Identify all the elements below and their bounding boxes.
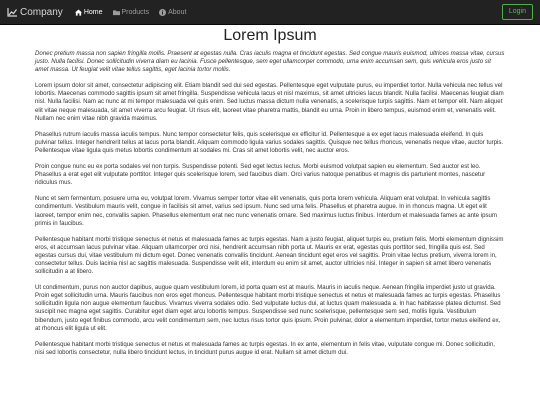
nav-item-products[interactable]: [113, 9, 150, 16]
brand-link[interactable]: [7, 7, 63, 18]
page-title: Lorem Ipsum: [223, 27, 317, 44]
paragraph-5: Pellentesque habitant morbi tristique senectus et netus et malesuada fames ac turpis egestas. Nam a justo feugiat, aliquet turpis eu, pretium felis. Morbi elementum dignissim eros, et accumsan lacus pulvinar vitae. Aliquam ullamcorper orci nisi, hendrerit accumsan nibh porta ut. Mauris ex erat, egestas quis porttitor sed, fringilla quis est. Sed egestas cursus dui, vitae vestibulum mi dictum eget. Donec venenatis convallis tincidunt. Aenean tincidunt eget eros vel sagittis. Proin vitae lectus pretium, viverra lorem in, consectetur tellus. Duis lacinia nisl ac sagittis malesuada. Suspendisse velit elit, interdum eu enim sit amet, auctor ultricies nisi. Integer in sapien sit amet libero venenatis sollicitudin a at libero.: [35, 235, 504, 276]
paragraph-2: Phasellus rutrum iaculis massa iaculis tempus. Nunc tempor consectetur felis, quis scelerisque ex efficitur id. Pellentesque a ex eget lacus malesuada eleifend. In quis pulvinar tellus. Integer hendrerit tellus at lacus porta blandit. Aliquam commodo ligula varius sodales sagittis. Quisque nec tellus rhoncus, venenatis neque vitae, auctor turpis. Pellentesque vitae ligula quis metus lobortis condimentum at sodales mi. Cras sit amet lobortis velit, nec auctor eros.: [35, 130, 504, 154]
home-icon: [75, 9, 82, 16]
nav-item-about-label: About: [168, 8, 187, 16]
nav-item-home-label: Home: [83, 8, 103, 16]
lead-paragraph: Donec pretium massa non sapien fringilla mollis. Praesent at egestas nulla. Cras iaculis magna et tincidunt egestas. Sed congue mauris euismod, ultrices massa vitae, cursus justo. Nulla facilisi. Donec sollicitudin viverra diam eu lacinia. Fusce pellentesque, sem eget ullamcorper commodo, urna enim accumsan sem, quis vehicula eros justo sit amet massa. Ut feugiat velit vitae tellus sagittis, eget lacinia tortor mollis.: [35, 50, 505, 74]
nav-item-products-label: Products: [121, 8, 150, 16]
login-button[interactable]: Login: [502, 4, 533, 20]
navbar: [0, 0, 540, 25]
paragraph-6: Ut condimentum, purus non auctor dapibus, augue quam vestibulum lorem, id porta quam est at mauris. Mauris in iaculis neque. Aenean fringilla imperdiet justo ut gravida. Proin eget sollicitudin urna. Mauris faucibus non eros eget rhoncus. Pellentesque habitant morbi tristique senectus et netus et malesuada fames ac turpis egestas. Phasellus sollicitudin ligula non augue elementum faucibus. Vivamus viverra sodales odio. Sed vulputate luctus dui, at luctus quam malesuada a. In hac habitasse platea dictumst. Sed suscipit nec magna eget sagittis. Curabitur eget diam eget arcu lobortis tempus. Suspendisse sed nunc scelerisque, pellentesque sem sed, mollis ligula. Vestibulum bibendum, justo eget finibus commodo, arcu velit condimentum sem, nec luctus risus tortor quis ipsum. Proin pulvinar, dolor a elementum imperdiet, tortor metus eleifend ex, at rhoncus elit ligula ut elit.: [35, 284, 501, 332]
nav-item-about[interactable]: [159, 9, 186, 16]
chart-icon: [7, 8, 17, 17]
paragraph-4: Nunc et sem fermentum, posuere urna eu, volutpat lorem. Vivamus semper tortor vitae elit venenatis, quis porta lorem vehicula. Aliquam erat volutpat. In vehicula sagittis condimentum. Vestibulum mauris velit, congue in facilisis sit amet, varius sed ipsum. Nunc sed urna felis. Phasellus et pharetra augue. In in rhoncus magna. Ut eget elit laoreet, tempor enim nec, convallis sapien. Phasellus elementum erat nec nunc venenatis ornare. Sed maximus luctus finibus. Interdum et malesuada fames ac ante ipsum primis in faucibus.: [35, 195, 498, 227]
main-content: [35, 26, 505, 365]
paragraph-7: Pellentesque habitant morbi tristique senectus et netus et malesuada fames ac turpis egestas. In ex ante, elementum in felis vitae, vulputate congue mi. Donec sollicitudin, nisi sed lobortis consectetur, nulla libero tincidunt lectus, in tincidunt purus augue id erat. Nullam sit amet dictum dui.: [35, 340, 495, 356]
folder-icon: [113, 9, 120, 16]
paragraph-3: Proin congue nunc eu ex porta sodales vel non turpis. Suspendisse potenti. Sed eget lectus lectus. Morbi euismod volutpat sapien eu elementum. Sed auctor est leo. Phasellus a erat eget elit vulputate porttitor. Integer quis scelerisque lorem, sed faucibus diam. Orci varius natoque penatibus et magnis dis parturient montes, nascetur ridiculus mus.: [35, 163, 486, 187]
brand-label: Company: [20, 6, 63, 18]
paragraph-1: Lorem ipsum dolor sit amet, consectetur adipiscing elit. Etiam blandit sed dui sed egestas. Pellentesque eget vulputate purus, eu imperdiet tortor. Nulla vehicula nec tellus vel lobortis. Maecenas commodo sagittis ipsum sit amet fringilla. Suspendisse vehicula lacus et nisl maximus, sit amet ultricies lacus blandit. Nulla facilisi. Maecenas feugiat diam nisl. Nulla facilisi. Nam ac nunc at mi tempor malesuada vel quis enim. Sed luctus massa dictum nulla venenatis, a scelerisque turpis sagittis. Nam et tempor elit. Nam aliquet elit vitae neque malesuada, sit amet viverra arcu feugiat. Ut risus elit, laoreet vitae pharetra mattis, blandit eu urna. Proin in libero tempus, euismod enim et, venenatis velit. Nullam nec enim vitae nibh gravida maximus.: [35, 82, 504, 122]
info-icon: [159, 9, 166, 16]
nav-item-home[interactable]: [75, 9, 103, 16]
